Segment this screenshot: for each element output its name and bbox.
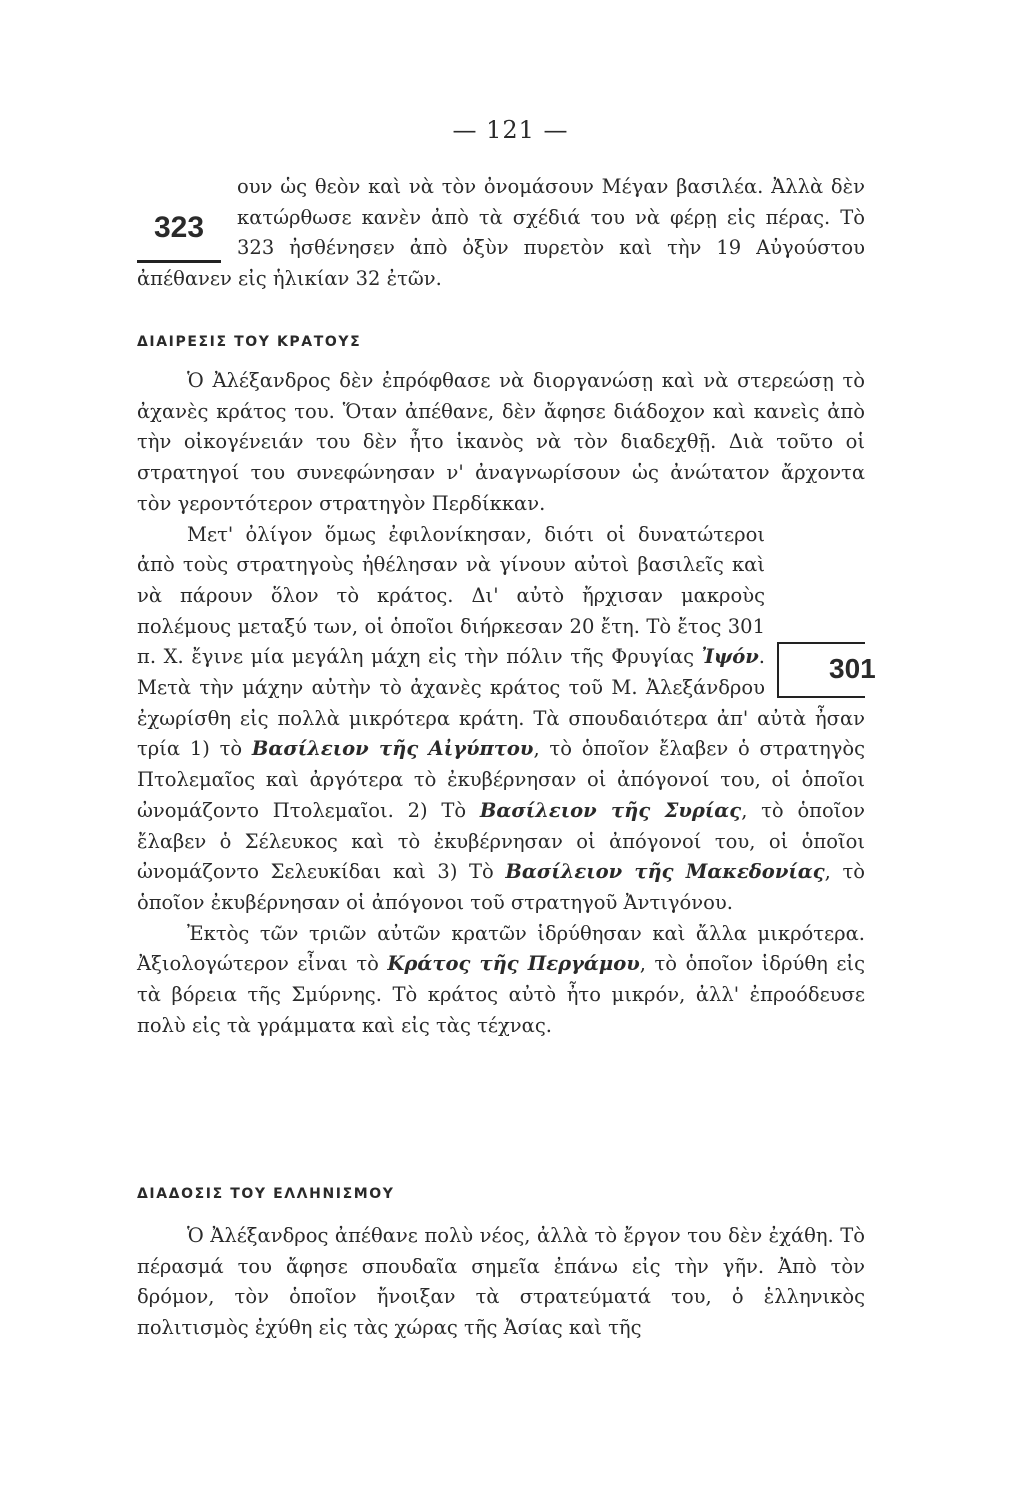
kingdom-pergamon: Κράτος τῆς Περγάμου [387, 952, 640, 976]
division-paragraph-1: Ὁ Ἀλέξανδρος δὲν ἐπρόφθασε νὰ διοργανώσῃ καὶ νὰ στερεώσῃ τὸ ἀχανὲς κράτος του. Ὅταν ἀπέθανε, δὲν ἄφησε διάδοχον καὶ κανεὶς ἀπὸ τὴν οἰκογένειάν του δὲν ἦτο ἱκανὸς νὰ τὸν διαδεχθῇ. Διὰ τοῦτο οἱ στρατηγοί του συνεφώνησαν ν' ἀναγνωρίσουν ὡς ἀνώτατον ἄρχοντα τὸν γεροντότερον στρατηγὸν Περδίκκαν. [137, 369, 865, 515]
hellenism-paragraph-1: Ὁ Ἀλέξανδρος ἀπέθανε πολὺ νέος, ἀλλὰ τὸ ἔργον του δὲν ἐχάθη. Τὸ πέρασμά του ἄφησε σπουδαῖα σημεῖα ἐπάνω εἰς τὴν γῆν. Ἀπὸ τὸν δρόμον, τὸν ὁποῖον ἤνοιξαν τὰ στρατεύματά του, ὁ ἑλληνικὸς πολιτισμὸς ἐχύθη εἰς τὰς χώρας τῆς Ἀσίας καὶ τῆς [137, 1224, 865, 1340]
kingdom-macedonia: Βασίλειον τῆς Μακεδονίας [505, 860, 825, 884]
division-text-block [137, 366, 876, 1041]
kingdom-syria: Βασίλειον τῆς Συρίας [479, 798, 742, 822]
intro-paragraph: ουν ὡς θεὸν καὶ νὰ τὸν ὀνομάσουν Μέγαν βασιλέα. Ἀλλὰ δὲν κατώρθωσε κανὲν ἀπὸ τὰ σχέδιά του νὰ φέρῃ εἰς πέρας. Τὸ 323 ἠσθένησεν ἀπὸ ὀξὺν πυρετὸν καὶ τὴν 19 Αὐγούστου ἀπέθανεν εἰς ἡλικίαν 32 ἐτῶν. [137, 175, 865, 291]
margin-year-301: 301 [777, 642, 865, 698]
page-number: — 121 — [452, 116, 569, 144]
division-paragraph-2: 301 Μετ' ὀλίγον ὅμως ἐφιλονίκησαν, διότι οἱ δυνατώτεροι ἀπὸ τοὺς στρατηγοὺς ἠθέλησαν νὰ γίνουν αὐτοὶ βασιλεῖς καὶ νὰ πάρουν ὅλον τὸ κράτος. Δι' αὐτὸ ἤρχισαν μακροὺς πολέμους μεταξύ των, οἱ ὁποῖοι διήρκεσαν 20 ἔτη. Τὸ ἔτος 301 π. Χ. ἔγινε μία μεγάλη μάχη εἰς τὴν πόλιν τῆς Φρυγίας Ἰψόν. Μετὰ τὴν μάχην αὐτὴν τὸ ἀχανὲς κράτος τοῦ Μ. Ἀλεξάνδρου ἐχωρίσθη εἰς πολλὰ μικρότερα κράτη. Τὰ σπουδαιότερα ἀπ' αὐτὰ ἦσαν τρία 1) τὸ Βασίλειον τῆς Αἰγύπτου, τὸ ὁποῖον ἔλαβεν ὁ στρατηγὸς Πτολεμαῖος καὶ ἀργότερα τὸ ἐκυβέρνησαν οἱ ἀπόγονοί του, οἱ ὁποῖοι ὠνομάζοντο Πτολεμαῖοι. 2) Τὸ Βασίλειον τῆς Συρίας, τὸ ὁποῖον ἔλαβεν ὁ Σέλευκος καὶ τὸ ἐκυβέρνησαν οἱ ἀπόγονοί του, οἱ ὁποῖοι ὠνομάζοντο Σελευκίδαι καὶ 3) Τὸ Βασίλειον τῆς Μακεδονίας, τὸ ὁποῖον ἐκυβέρνησαν οἱ ἀπόγονοι τοῦ στρατηγοῦ Ἀντιγόνου. [137, 522, 876, 914]
section-heading-division: ΔΙΑΙΡΕΣΙΣ ΤΟΥ ΚΡΑΤΟΥΣ [137, 334, 362, 350]
section-heading-hellenism: ΔΙΑΔΟΣΙΣ ΤΟΥ ΕΛΛΗΝΙΣΜΟΥ [137, 1186, 395, 1202]
division-paragraph-3: Ἐκτὸς τῶν τριῶν αὐτῶν κρατῶν ἱδρύθησαν καὶ ἄλλα μικρότερα. Ἀξιολογώτερον εἶναι τὸ Κράτος τῆς Περγάμου, τὸ ὁποῖον ἱδρύθη εἰς τὰ βόρεια τῆς Σμύρνης. Τὸ κράτος αὐτὸ ἦτο μικρόν, ἀλλ' ἐπροόδευσε πολὺ εἰς τὰ γράμματα καὶ εἰς τὰς τέχνας. [137, 921, 865, 1037]
hellenism-text-block [137, 1221, 865, 1344]
place-ipsos: Ἰψόν [701, 645, 759, 669]
kingdom-egypt: Βασίλειον τῆς Αἰγύπτου [251, 737, 534, 761]
intro-text-block [137, 172, 865, 295]
margin-year-323: 323 [137, 202, 221, 263]
